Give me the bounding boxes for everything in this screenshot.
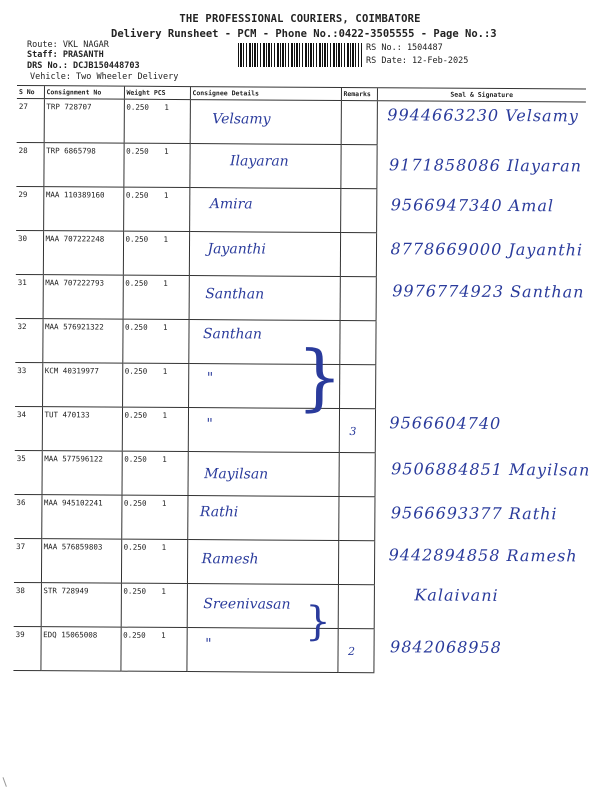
- cell-weight: 0.250: [124, 454, 147, 464]
- scan-mark: [3, 775, 13, 787]
- cell-signature: [374, 453, 591, 498]
- cell-consignee: [189, 144, 340, 189]
- col-header-weight: Weight: [126, 88, 150, 97]
- consignee-handwriting: ": [206, 416, 213, 433]
- col-header-weight-pcs: [124, 86, 190, 99]
- table-row: [14, 538, 583, 585]
- cell-remarks: [338, 584, 374, 628]
- table-row: [14, 450, 583, 497]
- signature-handwriting: 9842068958: [390, 636, 502, 657]
- consignee-handwriting: Jayanthi: [207, 241, 266, 258]
- cell-sno: 36: [14, 494, 41, 538]
- consignee-handwriting: Santhan: [205, 286, 265, 303]
- cell-sno: 34: [15, 406, 42, 450]
- signature-handwriting: 8778669000 Jayanthi: [390, 238, 584, 259]
- cell-weight: 0.250: [126, 146, 149, 156]
- cell-pcs: 1: [162, 366, 168, 376]
- cell-remarks: [338, 452, 374, 496]
- cell-pcs: 1: [163, 278, 168, 288]
- cell-remarks: [340, 188, 376, 232]
- consignee-handwriting: Sreenivasan: [203, 596, 291, 613]
- cell-weight: 0.250: [126, 102, 149, 112]
- col-header-remarks: Remarks: [341, 87, 377, 100]
- cell-signature: [373, 629, 582, 674]
- cell-weight-pcs: [122, 363, 188, 407]
- cell-consignment: TUT 470133: [42, 407, 122, 451]
- runsheet-subtitle: Delivery Runsheet - PCM - Phone No.:0422-3505555 - Page No.:3: [111, 28, 497, 40]
- col-header-signature: Seal & Signature: [377, 88, 586, 102]
- cell-weight: 0.250: [125, 278, 148, 288]
- cell-consignment: EDQ 15065008: [40, 627, 120, 671]
- signature-handwriting: 9976774923 Santhan: [392, 280, 585, 301]
- table-body: [13, 98, 591, 673]
- cell-consignment: MAA 577596122: [41, 451, 121, 495]
- cell-sno: 29: [16, 186, 43, 230]
- cell-remarks: [337, 628, 373, 672]
- cell-signature: [374, 585, 583, 630]
- rs-number: RS No.: 1504487: [366, 43, 443, 53]
- cell-weight-pcs: [123, 187, 189, 231]
- cell-pcs: 1: [164, 102, 169, 112]
- consignee-handwriting: ": [205, 636, 212, 653]
- cell-sno: 33: [15, 362, 42, 406]
- cell-sno: 32: [15, 318, 42, 362]
- cell-sno: 35: [14, 450, 41, 494]
- cell-weight: 0.250: [125, 190, 149, 200]
- runsheet-table: [13, 85, 591, 674]
- staff-label: Staff: PRASANTH: [27, 50, 104, 60]
- cell-sno: 27: [17, 98, 44, 142]
- table-row: [15, 362, 584, 409]
- cell-signature: [377, 101, 586, 146]
- cell-signature: [376, 145, 585, 190]
- cell-pcs: 1: [161, 542, 167, 552]
- cell-remarks: [339, 408, 375, 452]
- cell-remarks: [340, 144, 376, 188]
- cell-consignment: MAA 707222248: [43, 231, 123, 275]
- cell-consignee: [188, 408, 339, 453]
- signature-handwriting: Kalaivani: [414, 584, 499, 605]
- cell-pcs: 1: [161, 586, 166, 596]
- cell-pcs: 1: [162, 322, 168, 332]
- cell-consignment: STR 728949: [41, 583, 121, 627]
- col-header-consignment: Consignment No: [44, 86, 124, 99]
- signature-handwriting: 9944663230 Velsamy: [387, 105, 579, 126]
- cell-remarks: [339, 364, 375, 408]
- cell-weight: 0.250: [124, 322, 148, 332]
- col-header-sno: S No: [17, 85, 44, 98]
- table-row: [14, 582, 583, 629]
- cell-consignment: MAA 576921322: [42, 319, 122, 363]
- cell-sno: 30: [16, 230, 43, 274]
- signature-handwriting: 9566947340 Amal: [390, 194, 555, 215]
- cell-consignee: [189, 232, 340, 277]
- table-row: [16, 274, 585, 321]
- cell-signature: [375, 321, 584, 366]
- cell-weight: 0.250: [123, 586, 147, 596]
- consignee-handwriting: ": [206, 370, 214, 387]
- signature-handwriting: 9566693377 Rathi: [390, 502, 558, 523]
- cell-signature: [375, 365, 584, 410]
- cell-weight: 0.250: [123, 542, 147, 552]
- cell-pcs: 1: [163, 234, 169, 244]
- cell-weight-pcs: [121, 539, 187, 583]
- consignee-handwriting: Velsamy: [212, 111, 271, 128]
- cell-consignment: TRP 6865798: [43, 143, 123, 187]
- drs-number: DRS No.: DCJB150448703: [27, 61, 140, 71]
- cell-sno: 38: [14, 582, 41, 626]
- cell-weight: 0.250: [123, 498, 147, 508]
- cell-consignment: KCM 40319977: [42, 363, 122, 407]
- table-row: [13, 626, 582, 673]
- consignee-handwriting: Rathi: [199, 504, 239, 521]
- vehicle-label: Vehicle: Two Wheeler Delivery: [30, 72, 179, 82]
- signature-handwriting: 9506884851 Mayilsan: [391, 458, 591, 480]
- consignee-handwriting: Amira: [209, 196, 253, 213]
- cell-weight-pcs: [122, 319, 188, 363]
- cell-signature: [374, 541, 583, 586]
- cell-weight-pcs: [123, 231, 189, 275]
- cell-consignment: MAA 945102241: [41, 495, 121, 539]
- cell-weight: 0.250: [125, 234, 149, 244]
- cell-consignee: [190, 100, 341, 145]
- col-header-pcs: PCS: [153, 88, 166, 97]
- route-label: Route: VKL NAGAR: [27, 40, 109, 50]
- cell-sno: 39: [13, 626, 40, 670]
- cell-remarks: [340, 232, 376, 276]
- signature-handwriting: 9566604740: [389, 412, 502, 433]
- cell-remarks: [340, 276, 376, 320]
- cell-sno: 37: [14, 538, 41, 582]
- cell-remarks: [338, 540, 374, 584]
- cell-weight-pcs: [122, 407, 188, 451]
- table-row: [16, 142, 585, 189]
- table-row: [17, 98, 586, 145]
- cell-pcs: 1: [162, 410, 168, 420]
- cell-consignment: MAA 110389160: [43, 187, 123, 231]
- table-row: [16, 186, 585, 233]
- cell-remarks: [341, 100, 377, 144]
- col-header-consignee: Consignee Details: [190, 87, 341, 101]
- consignee-group-brace: }: [305, 598, 331, 645]
- cell-consignee: [187, 496, 338, 541]
- cell-signature: [374, 497, 583, 542]
- table-row: [14, 494, 583, 541]
- cell-weight-pcs: [123, 275, 189, 319]
- cell-remarks: [339, 320, 375, 364]
- consignee-handwriting: Mayilsan: [204, 466, 269, 483]
- cell-signature: [376, 233, 585, 278]
- company-title: THE PROFESSIONAL COURIERS, COIMBATORE: [179, 13, 421, 25]
- cell-consignee: [189, 276, 340, 321]
- cell-weight-pcs: [123, 143, 189, 187]
- consignee-group-brace: }: [296, 334, 343, 419]
- remarks-handwriting: 3: [349, 425, 357, 439]
- consignee-handwriting: Santhan: [202, 326, 262, 343]
- cell-sno: 31: [16, 274, 43, 318]
- table-row: [15, 406, 584, 453]
- rs-date: RS Date: 12-Feb-2025: [366, 56, 469, 66]
- cell-consignment: MAA 576859803: [41, 539, 121, 583]
- cell-consignment: TRP 728707: [44, 99, 124, 143]
- cell-consignee: [187, 452, 338, 497]
- cell-weight-pcs: [121, 495, 187, 539]
- cell-pcs: 1: [162, 454, 167, 464]
- consignee-handwriting: Ilayaran: [229, 153, 289, 170]
- cell-consignee: [187, 540, 338, 585]
- signature-handwriting: 9442894858 Ramesh: [388, 544, 578, 565]
- cell-weight-pcs: [124, 99, 190, 143]
- remarks-handwriting: 2: [348, 645, 356, 659]
- cell-pcs: 1: [161, 498, 167, 508]
- signature-handwriting: 9171858086 Ilayaran: [388, 154, 583, 175]
- cell-pcs: 1: [161, 630, 166, 640]
- cell-sno: 28: [16, 142, 43, 186]
- cell-pcs: 1: [163, 190, 169, 200]
- cell-consignment: MAA 707222793: [43, 275, 123, 319]
- cell-weight: 0.250: [123, 630, 146, 640]
- consignee-handwriting: Ramesh: [201, 551, 259, 568]
- cell-weight-pcs: [121, 451, 187, 495]
- cell-weight: 0.250: [124, 366, 148, 376]
- cell-signature: [375, 409, 584, 454]
- table-row: [16, 230, 585, 277]
- cell-weight: 0.250: [124, 410, 148, 420]
- cell-remarks: [338, 496, 374, 540]
- cell-signature: [376, 277, 585, 322]
- cell-consignee: [189, 188, 340, 233]
- barcode-image: [238, 43, 362, 67]
- cell-signature: [376, 189, 585, 234]
- cell-weight-pcs: [121, 583, 187, 627]
- cell-weight-pcs: [120, 627, 186, 671]
- cell-pcs: 1: [164, 146, 169, 156]
